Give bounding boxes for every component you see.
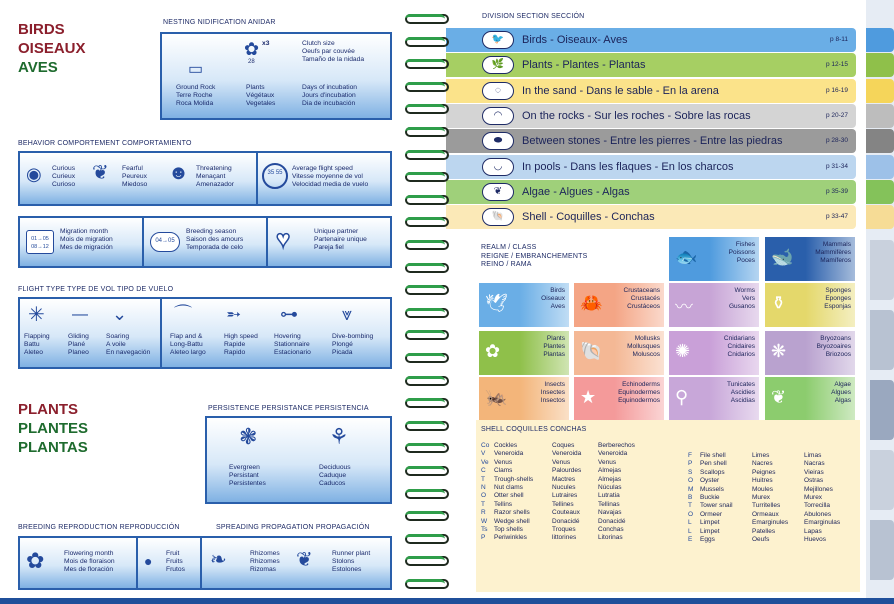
- left-page: [0, 0, 432, 598]
- index-tab[interactable]: [866, 79, 894, 103]
- division-icon: ◌: [482, 82, 514, 100]
- index-tab[interactable]: [866, 28, 894, 52]
- realm-label: Birds Oiseaux Aves: [541, 287, 565, 310]
- migration-month-label: Migration month Mois de migration Mes de migración: [60, 228, 113, 251]
- realm-label: Cnidarians Cnidaires Cnidarios: [723, 335, 755, 358]
- index-tab[interactable]: [866, 180, 894, 204]
- division-label: In pools - Dans les flaques - En los charcos: [522, 160, 734, 173]
- realm-tile[interactable]: [478, 330, 570, 376]
- high-speed-icon: ➵: [226, 304, 242, 324]
- spiral-coil: [405, 217, 449, 227]
- realm-tile[interactable]: [764, 236, 856, 282]
- spiral-coil: [405, 263, 449, 273]
- division-icon: ❦: [482, 183, 514, 201]
- realm-icon: 〰: [675, 297, 693, 317]
- realm-label: Bryozoans Bryozoaires Briozoos: [816, 335, 851, 358]
- division-page: p 16-19: [825, 86, 848, 94]
- realm-label: Sponges Eponges Esponjas: [824, 287, 851, 310]
- gliding-icon: —: [72, 306, 88, 323]
- rhizomes-label: Rhizomes Rhizomes Rizomas: [250, 550, 280, 573]
- division-row[interactable]: [446, 28, 856, 52]
- spiral-coil: [405, 308, 449, 318]
- curious-label: Curious Curieux Curioso: [52, 165, 76, 188]
- partner-divider: [266, 218, 268, 266]
- realm-icon: 🐋: [771, 247, 794, 267]
- evergreen-label: Evergreen Persistant Persistentes: [229, 464, 266, 487]
- spiral-coil: [405, 82, 449, 92]
- realm-tile[interactable]: [764, 376, 856, 422]
- realm-icon: ✿: [485, 341, 501, 361]
- index-tab[interactable]: [870, 380, 894, 440]
- realm-tile[interactable]: [668, 282, 760, 328]
- realm-label: Fishes Poissons Poces: [728, 241, 755, 264]
- realm-tile[interactable]: [573, 376, 665, 422]
- flap-and-glide-icon: ⌒: [174, 304, 192, 324]
- division-row[interactable]: [446, 180, 856, 204]
- realm-label: Tunicates Ascidies Ascidias: [727, 381, 755, 404]
- persistence-panel: [205, 416, 392, 504]
- realm-tile[interactable]: [668, 376, 760, 422]
- soaring-icon: ⌄: [112, 304, 128, 324]
- division-row[interactable]: [446, 104, 856, 128]
- realm-label: Plants Plantes Plantas: [543, 335, 565, 358]
- flowering-label: Flowering month Mois de floraison Mes de floración: [64, 550, 115, 573]
- spiral-coil: [405, 376, 449, 386]
- realm-label: Mammals Mammifères Mamíferos: [815, 241, 851, 264]
- flight-panel: [18, 297, 392, 369]
- spiral-coil: [405, 285, 449, 295]
- incubation-days-badge: 28: [248, 59, 255, 65]
- division-icon: 🐦: [482, 31, 514, 49]
- division-page: p 31-34: [825, 162, 848, 170]
- breeding-header: BREEDING REPRODUCTION REPRODUCCIÓN: [18, 524, 180, 531]
- division-icon: ◡: [482, 158, 514, 176]
- flight-speed-label: Average flight speed Vitesse moyenne de vol Velocidad media de vuelo: [292, 165, 369, 188]
- dive-bombing-icon: ⩔: [342, 304, 353, 324]
- spiral-coil: [405, 14, 449, 24]
- spiral-coil: [405, 398, 449, 408]
- birds-title: BIRDS OISEAUX AVES: [18, 21, 86, 76]
- fruit-icon: ●: [144, 553, 153, 569]
- breeding-divider-1: [136, 538, 138, 588]
- calendar-icon: 01→05 08→12: [26, 230, 54, 254]
- clutch-multiplier: x3: [262, 40, 270, 47]
- division-row[interactable]: [446, 129, 856, 153]
- flight-header: FLIGHT TYPE TYPE DE VOL TIPO DE VUELO: [18, 286, 174, 293]
- index-tab[interactable]: [870, 310, 894, 370]
- spiral-coil: [405, 330, 449, 340]
- index-tab[interactable]: [866, 129, 894, 153]
- flight-soaring: Soaring A voile En navegación: [106, 333, 151, 356]
- realm-label: Mollusks Mollusques Moluscos: [627, 335, 660, 358]
- fearful-label: Fearful Peureux Miedoso: [122, 165, 148, 188]
- realm-label: Crustaceans Crustacés Crustáceos: [623, 287, 660, 310]
- shell-names-en-left: Cockles Veneroida Venus Clams Trough-shells Nut clams Otter shell Tellins Razor shells Wedge shell Top shells Periwinkles: [494, 442, 534, 542]
- index-tab[interactable]: [870, 240, 894, 300]
- division-page: p 8-11: [830, 36, 848, 43]
- heart-icon: ♥: [276, 226, 291, 253]
- spiral-coil: [405, 534, 449, 544]
- index-tab[interactable]: [866, 155, 894, 179]
- flight-high-speed: High speed Rapide Rapido: [224, 333, 258, 356]
- flight-flapping: Flapping Battu Aleteo: [24, 333, 50, 356]
- flight-dive-bombing: Dive-bombing Plongé Picada: [332, 333, 374, 356]
- shell-names-fr-left: Coques Veneroida Venus Palourdes Mactres Nucules Lutraires Tellines Couteaux Donacidé Troques littorines: [552, 442, 582, 542]
- incubation-days-label: Days of incubation Jours d'incubation Dia de incubación: [302, 84, 358, 107]
- shell-names-es-left: Berberechos Veneroida Venus Almejas Almejas Núculas Lutratia Tellinas Navajas Donacidé Conchas Litorinas: [598, 442, 635, 542]
- realm-icon: 🐚: [580, 341, 603, 361]
- realm-icon: 🕊: [485, 293, 508, 313]
- breeding-season-icon: 04→05: [150, 232, 180, 252]
- breeding-panel: [18, 536, 392, 590]
- behavior-panel: [18, 151, 392, 206]
- division-label: In the sand - Dans le sable - En la arena: [522, 84, 719, 97]
- division-page: p 12-15: [825, 61, 848, 69]
- ground-nest-icon: ▭: [188, 61, 204, 78]
- division-label: Between stones - Entre les pierres - Entre las piedras: [522, 135, 783, 148]
- division-page: p 35-39: [825, 187, 848, 195]
- realm-tile[interactable]: [668, 236, 760, 282]
- division-page: p 20-27: [825, 111, 848, 119]
- division-row[interactable]: [446, 155, 856, 179]
- unique-partner-label: Unique partner Partenaire unique Pareja fiel: [314, 228, 367, 251]
- realm-icon: ⚲: [675, 387, 689, 407]
- realm-icon: 🦀: [580, 293, 603, 313]
- migration-panel: [18, 216, 392, 268]
- realm-icon: ❦: [771, 387, 787, 407]
- division-label: Algae - Algues - Algas: [522, 185, 630, 198]
- spiral-coil: [405, 172, 449, 182]
- realm-tile[interactable]: [764, 330, 856, 376]
- realm-icon: ⚱: [771, 293, 787, 313]
- spiral-coil: [405, 353, 449, 363]
- spiral-coil: [405, 150, 449, 160]
- ground-rock-label: Ground Rock Terre Roche Roca Molida: [176, 84, 216, 107]
- division-icon: ◠: [482, 107, 514, 125]
- index-tab[interactable]: [870, 450, 894, 510]
- threatening-label: Threatening Menaçant Amenazador: [196, 165, 234, 188]
- realm-tile[interactable]: [573, 330, 665, 376]
- spiral-coil: [405, 127, 449, 137]
- flight-flap-glide: Flap and & Long-Battu Aleteo largo: [170, 333, 206, 356]
- behavior-divider: [256, 153, 258, 204]
- division-icon: ⬬: [482, 132, 514, 150]
- spiral-coil: [405, 37, 449, 47]
- division-page: p 28-30: [825, 137, 848, 145]
- spiral-coil: [405, 104, 449, 114]
- behavior-header: BEHAVIOR COMPORTEMENT COMPORTAMIENTO: [18, 140, 192, 147]
- threatening-bird-icon: ☻: [168, 162, 190, 184]
- index-tab[interactable]: [866, 205, 894, 229]
- index-tab[interactable]: [866, 104, 894, 128]
- spreading-header: SPREADING PROPAGATION PROPAGACIÓN: [216, 524, 370, 531]
- division-page: p 33-47: [825, 213, 848, 221]
- flower-icon: ✿: [26, 548, 45, 573]
- persistence-header: PERSISTENCE PERSISTANCE PERSISTENCIA: [208, 405, 369, 412]
- deciduous-tree-icon: ⚘: [329, 424, 349, 449]
- division-header: DIVISION SECTION SECCIÓN: [482, 13, 585, 20]
- fearful-bird-icon: ❦: [92, 162, 109, 184]
- nesting-header: NESTING NIDIFICATION ANIDAR: [163, 19, 276, 26]
- realm-tile[interactable]: [764, 282, 856, 328]
- realm-label: Insects Insectes Insectos: [540, 381, 565, 404]
- curious-owl-icon: ◉: [26, 164, 42, 184]
- shell-names-en-right: File shell Pen shell Scallops Oyster Mussels Buckie Tower snail Ormeer Limpet Limpet Eggs: [700, 452, 733, 544]
- fruit-label: Fruit Fruits Frutos: [166, 550, 185, 573]
- realm-label: Algae Algues Algas: [831, 381, 851, 404]
- realm-icon: ✺: [675, 341, 691, 361]
- flight-divider-1: [160, 299, 162, 367]
- division-label: On the rocks - Sur les roches - Sobre las rocas: [522, 109, 751, 122]
- realm-label: Echinoderms Equinodermes Equinodermos: [618, 381, 660, 404]
- division-label: Shell - Coquilles - Conchas: [522, 211, 655, 224]
- shell-icons-right: F P S O M B T O L L E: [688, 452, 694, 544]
- division-label: Birds - Oiseaux- Aves: [522, 34, 628, 46]
- spiral-coil: [405, 489, 449, 499]
- realm-tile[interactable]: [573, 282, 665, 328]
- spiral-coil: [405, 556, 449, 566]
- shell-section: [476, 420, 860, 592]
- spiral-coil: [405, 59, 449, 69]
- division-label: Plants - Plantes - Plantas: [522, 59, 646, 72]
- shell-names-es-right: Limas Nacras Vieiras Ostras Mejillones Murex Torrecilla Abulones Emarginulas Lapas Huevos: [804, 452, 841, 544]
- realm-icon: 🦗: [485, 387, 508, 407]
- realm-icon: ★: [580, 387, 597, 407]
- deciduous-label: Deciduous Caduque Caducos: [319, 464, 351, 487]
- spiral-coil: [405, 579, 449, 589]
- migration-divider: [142, 218, 144, 266]
- index-tab[interactable]: [866, 53, 894, 77]
- division-icon: 🐚: [482, 208, 514, 226]
- realm-icon: ❋: [771, 341, 787, 361]
- spiral-coil: [405, 195, 449, 205]
- clutch-size-label: Clutch size Oeufs par couvée Tamaño de la nidada: [302, 40, 365, 63]
- division-icon: 🌿: [482, 56, 514, 74]
- division-row[interactable]: [446, 53, 856, 77]
- shell-names-fr-right: Limes Nacres Peignes Huitres Moules Murex Turritelles Ormeaux Emarginules Patelles Oeufs: [752, 452, 789, 544]
- rhizome-icon: ❧: [210, 549, 227, 571]
- spiral-coil: [405, 511, 449, 521]
- hovering-icon: ⊶: [280, 304, 298, 324]
- nesting-panel: [160, 32, 392, 120]
- breeding-season-label: Breeding season Saison des amours Temporada de celo: [186, 228, 244, 251]
- index-tab[interactable]: [870, 520, 894, 580]
- realm-tile[interactable]: [478, 282, 570, 328]
- evergreen-tree-icon: ❃: [239, 424, 258, 449]
- runner-label: Runner plant Stolons Estolones: [332, 550, 371, 573]
- runner-plant-icon: ❦: [296, 549, 313, 571]
- flight-hovering: Hovering Stationnaire Estacionario: [274, 333, 311, 356]
- spiral-coil: [405, 466, 449, 476]
- division-row[interactable]: [446, 205, 856, 229]
- shell-icons-left: Co V Ve C T N O T R W Ts P: [481, 442, 490, 542]
- plants-title: PLANTS PLANTES PLANTAS: [18, 401, 89, 456]
- realm-header: REALM / CLASS REIGNE / EMBRANCHEMENTS REINO / RAMA: [481, 244, 588, 268]
- realm-tile[interactable]: [668, 330, 760, 376]
- spiral-coil: [405, 240, 449, 250]
- spiral-coil: [405, 421, 449, 431]
- flapping-icon: ✳: [28, 304, 45, 326]
- breeding-divider-2: [200, 538, 202, 588]
- speed-gauge-icon: 35 55: [262, 163, 288, 189]
- realm-tile[interactable]: [478, 376, 570, 422]
- shell-header: SHELL COQUILLES CONCHAS: [481, 426, 587, 433]
- spiral-coil: [405, 443, 449, 453]
- division-row[interactable]: [446, 79, 856, 103]
- realm-label: Worms Vers Gusanos: [728, 287, 755, 310]
- flight-gliding: Gliding Plané Planeo: [68, 333, 89, 356]
- egg-count-icon: ✿: [244, 39, 260, 59]
- plants-nest-label: Plants Végétaux Vegetales: [246, 84, 276, 107]
- realm-icon: 🐟: [675, 247, 698, 267]
